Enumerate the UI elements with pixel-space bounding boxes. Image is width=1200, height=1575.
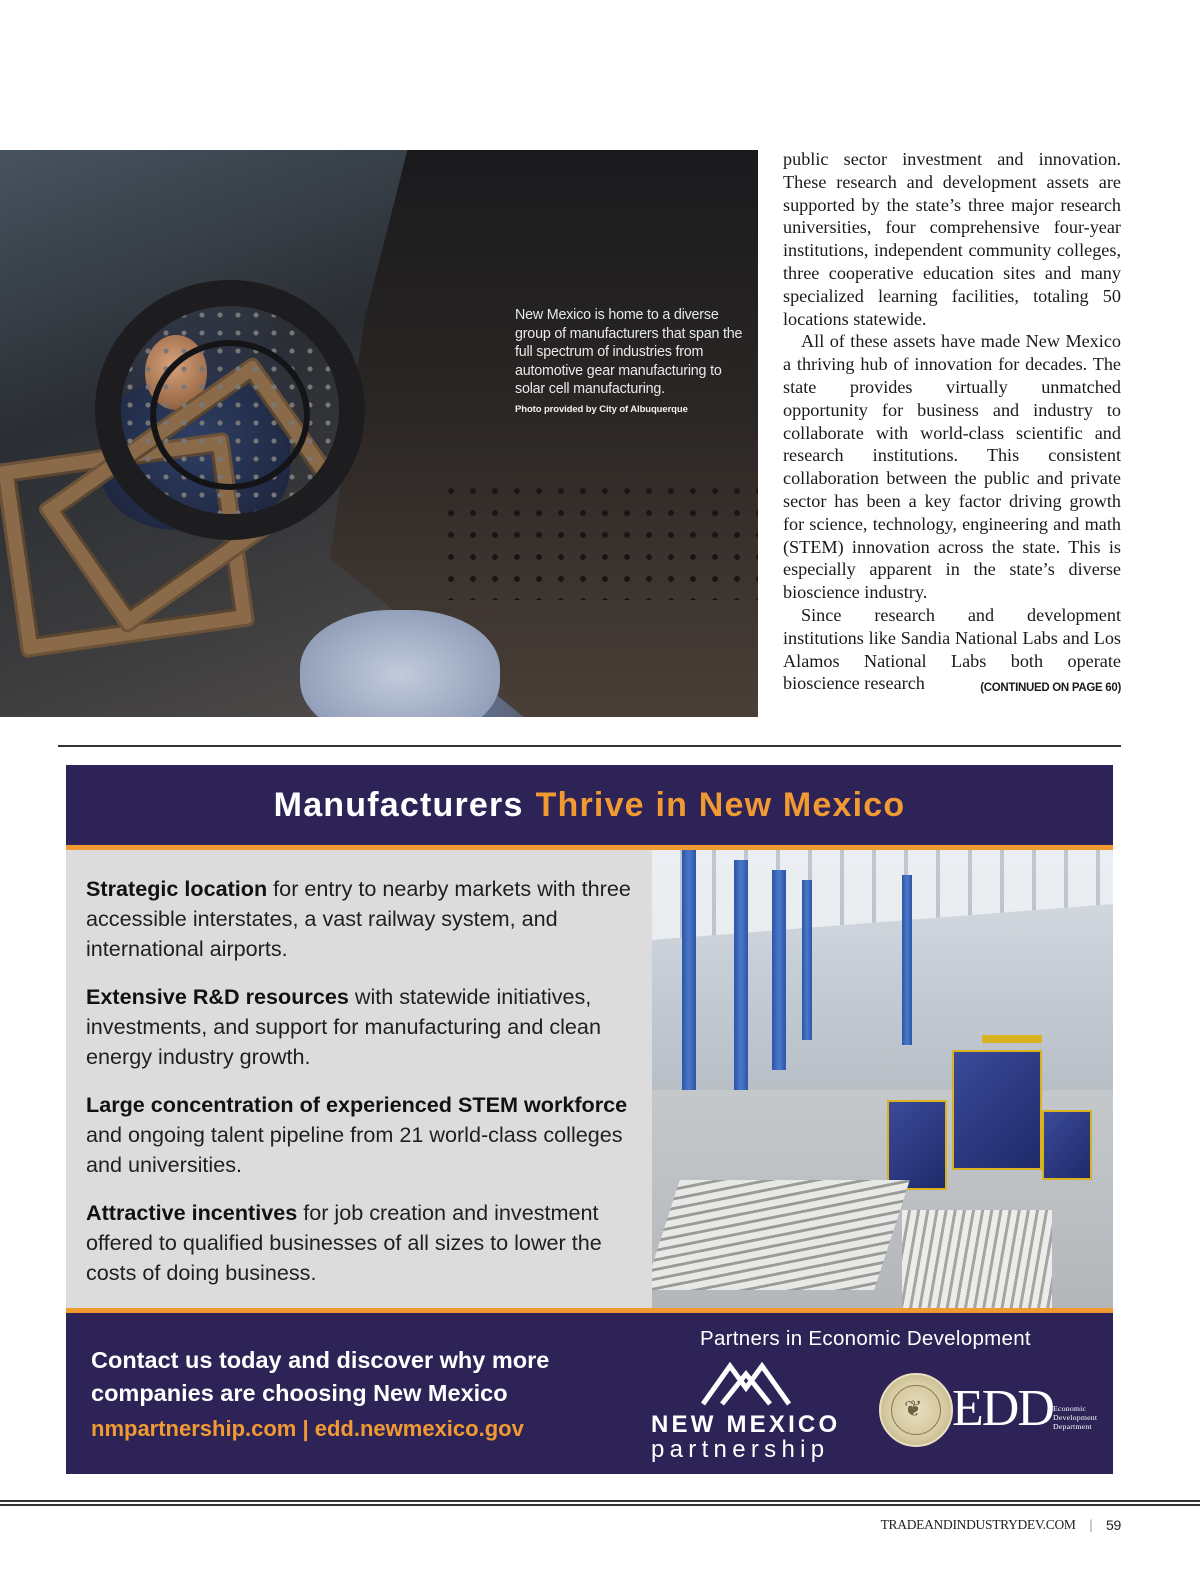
benefit-item [86, 1198, 631, 1288]
benefit-bold: Strategic location [86, 876, 268, 901]
photo-gear-ring-inner [150, 340, 310, 490]
factory-column [802, 880, 812, 1040]
article-column [783, 148, 1121, 700]
benefit-text: with statewide initiatives, investments, and support for manufacturing and clean energy industry growth. [86, 984, 601, 1069]
ad-headline-orange: Thrive in New Mexico [535, 785, 906, 824]
photo-rivets [440, 480, 758, 600]
factory-column [734, 860, 748, 1110]
ad-headline-white: Manufacturers [273, 785, 524, 824]
page-folio [881, 1517, 1121, 1533]
factory-yellow-rail [982, 1035, 1042, 1043]
benefit-bold: Extensive R&D resources [86, 984, 349, 1009]
edd-sub-line: Department [1053, 1422, 1092, 1431]
article-paragraph-1: public sector investment and innovation. These research and development assets are supported by the state’s three major research universities, four comprehensive four-year institutions, independent community colleges, three cooperative education sites and many specialized learning facilities, totaling 50 locations statewide. [783, 149, 1121, 329]
benefit-bold: Attractive incentives [86, 1200, 298, 1225]
section-divider [58, 745, 1121, 747]
photo-caption: New Mexico is home to a diverse group of manufacturers that span the full spectrum of industries from automotive gear manufacturing to solar cell manufacturing. [515, 307, 743, 398]
footer-site[interactable]: TRADEANDINDUSTRYDEV.COM [880, 1517, 1076, 1532]
edd-logo: EDD [952, 1380, 1053, 1437]
edd-logo-sub [1053, 1404, 1097, 1431]
state-seal-icon [879, 1373, 953, 1447]
article-paragraph-3-text: Since research and development institutions like Sandia National Labs and Los Alamos National Labs both operate bioscience research [783, 604, 1121, 694]
photo-worker-2-body [300, 610, 500, 717]
ad-headline [66, 765, 1113, 845]
nmp-logo-sub: partnership [651, 1436, 830, 1463]
factory-pipes [652, 1180, 910, 1290]
article-paragraph-3 [783, 604, 1121, 695]
footer-separator: | [1089, 1517, 1093, 1532]
nmp-mountain-icon [700, 1358, 792, 1408]
edd-sub-line: Economic [1053, 1404, 1087, 1413]
benefit-text: and ongoing talent pipeline from 21 world-class colleges and universities. [86, 1122, 623, 1177]
benefit-bold: Large concentration of experienced STEM workforce [86, 1092, 628, 1117]
page-number: 59 [1106, 1517, 1121, 1533]
factory-machine [952, 1050, 1042, 1170]
article-paragraph-2: All of these assets have made New Mexico a thriving hub of innovation for decades. The state provides virtually unmatched opportunity for business and industry to collaborate with world-class scientific and research institutions. This consistent collaboration between the public and private sector has been a key factor driving growth for science, technology, engineering and math (STEM) innovation across the state. This is especially apparent in the state’s diverse bioscience industry. [783, 331, 1121, 603]
edd-sub-line: Development [1053, 1413, 1098, 1422]
benefit-item [86, 874, 631, 964]
factory-machine [1042, 1110, 1092, 1180]
benefit-text: for job creation and investment offered to qualified businesses of all sizes to lower the costs of doing business. [86, 1200, 602, 1285]
factory-pipes [902, 1210, 1052, 1308]
factory-column [772, 870, 786, 1070]
benefit-text: for entry to nearby markets with three accessible interstates, a vast railway system, and international airports. [86, 876, 631, 961]
factory-photo [652, 850, 1113, 1308]
partners-label: Partners in Economic Development [700, 1327, 1031, 1350]
factory-column [902, 875, 912, 1045]
photo-credit: Photo provided by City of Albuquerque [515, 404, 688, 415]
footer-rule [0, 1504, 1200, 1506]
factory-machine [887, 1100, 947, 1190]
continued-link[interactable]: (CONTINUED ON PAGE 60) [980, 682, 1121, 695]
feature-photo [0, 150, 758, 717]
nmp-logo-name: NEW MEXICO [651, 1411, 841, 1438]
factory-roof [652, 850, 1113, 940]
benefit-item [86, 1090, 631, 1180]
eagle-icon: ❦ [904, 1397, 923, 1422]
ad-website-links[interactable]: nmpartnership.com | edd.newmexico.gov [91, 1416, 524, 1441]
ad-contact-text: Contact us today and discover why more companies are choosing New Mexico [91, 1347, 550, 1406]
footer-rule [0, 1500, 1200, 1502]
benefit-item [86, 982, 631, 1072]
benefits-list [86, 874, 631, 1306]
